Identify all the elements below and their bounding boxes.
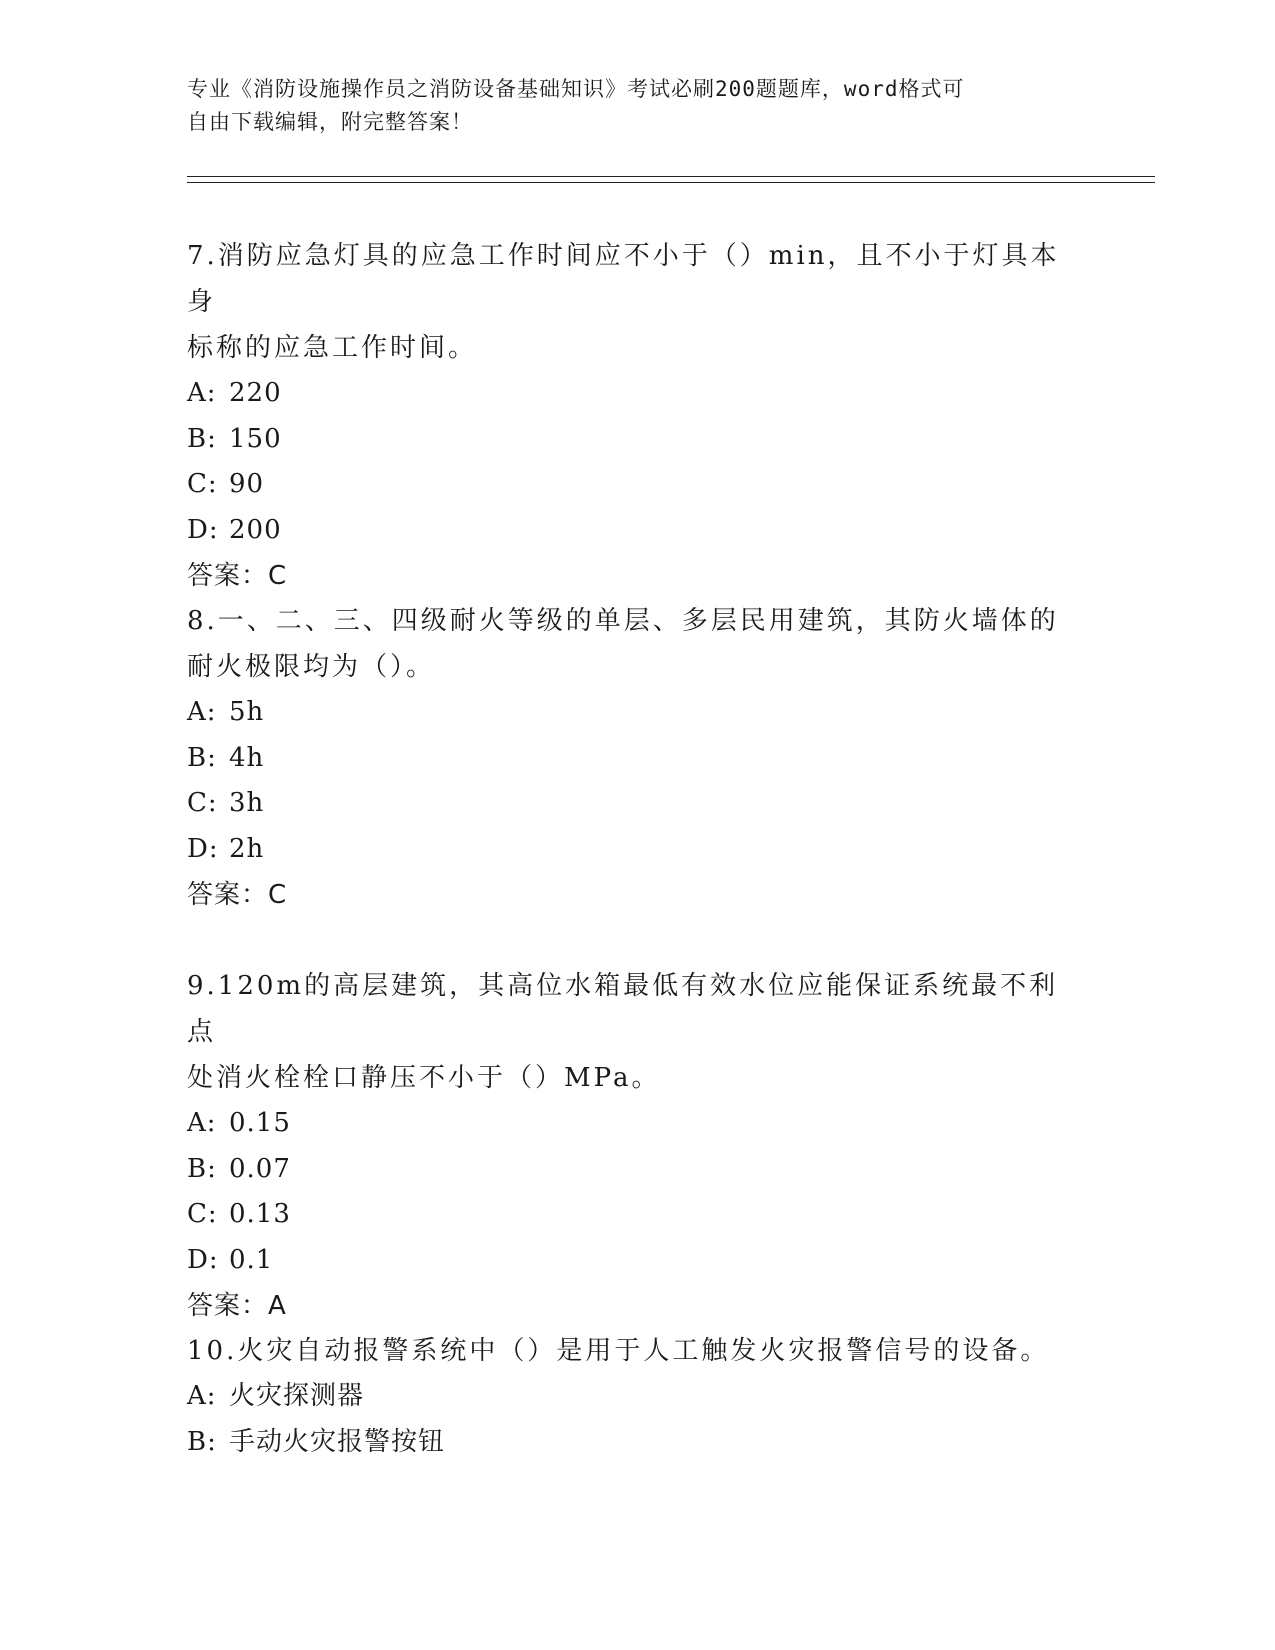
option-b (187, 1147, 1087, 1193)
header-line-2: 自由下载编辑，附完整答案！ (187, 110, 473, 134)
option-b (187, 1420, 1087, 1466)
question-8 (187, 598, 1087, 918)
option-c (187, 462, 1087, 508)
option-text: 0.13 (229, 1199, 291, 1229)
option-a (187, 1374, 1087, 1420)
option-a (187, 371, 1087, 417)
question-10 (187, 1328, 1087, 1465)
option-c (187, 781, 1087, 827)
option-text: 90 (229, 469, 265, 499)
question-stem-line: 8.一、二、三、四级耐火等级的单层、多层民用建筑，其防火墙体的 (187, 606, 1059, 636)
option-d (187, 827, 1087, 873)
option-letter: B: (187, 1426, 217, 1457)
option-text: 2h (229, 833, 265, 864)
option-letter: A: (187, 1381, 217, 1411)
option-letter: B: (187, 742, 217, 773)
option-text: 3h (229, 788, 265, 818)
option-text: 5h (229, 697, 265, 727)
option-letter: C: (187, 1199, 218, 1229)
option-letter: A: (187, 378, 217, 408)
option-text: 220 (229, 378, 282, 408)
option-letter: D: (187, 833, 219, 864)
option-a (187, 1101, 1087, 1147)
header-divider-bottom (187, 182, 1155, 183)
question-stem-line: 10.火灾自动报警系统中（）是用于人工触发火灾报警信号的设备。 (187, 1336, 1050, 1366)
document-header (187, 73, 1087, 139)
question-9 (187, 963, 1087, 1329)
header-line-1: 专业《消防设施操作员之消防设备基础知识》考试必刷200题题库，word格式可 (187, 77, 965, 101)
question-stem-line: 标称的应急工作时间。 (187, 333, 478, 363)
option-letter: D: (187, 514, 219, 545)
option-letter: D: (187, 1244, 219, 1275)
option-text: 手动火灾报警按钮 (229, 1426, 446, 1457)
option-a (187, 690, 1087, 736)
option-text: 200 (229, 514, 282, 545)
option-d (187, 1238, 1087, 1284)
option-d (187, 508, 1087, 554)
answer-line: 答案：A (187, 1291, 287, 1321)
option-text: 火灾探测器 (229, 1381, 365, 1411)
option-letter: B: (187, 1153, 217, 1184)
question-stem-line: 7.消防应急灯具的应急工作时间应不小于（）min，且不小于灯具本身 (187, 241, 1060, 317)
header-divider-top (187, 176, 1155, 177)
option-text: 0.1 (229, 1244, 274, 1275)
option-text: 0.15 (229, 1108, 291, 1138)
option-letter: A: (187, 697, 217, 727)
answer-line: 答案：C (187, 561, 288, 591)
option-text: 0.07 (229, 1153, 291, 1184)
option-text: 4h (229, 742, 265, 773)
option-letter: A: (187, 1108, 217, 1138)
answer-line: 答案：C (187, 880, 288, 910)
question-7 (187, 233, 1087, 599)
option-b (187, 736, 1087, 782)
option-letter: C: (187, 469, 218, 499)
option-letter: C: (187, 788, 218, 818)
question-stem-line: 9.120m的高层建筑，其高位水箱最低有效水位应能保证系统最不利点 (187, 971, 1059, 1047)
option-text: 150 (229, 423, 282, 454)
option-c (187, 1192, 1087, 1238)
question-stem-line: 耐火极限均为（）。 (187, 652, 436, 682)
question-stem-line: 处消火栓栓口静压不小于（）MPa。 (187, 1063, 661, 1093)
option-letter: B: (187, 423, 217, 454)
option-b (187, 417, 1087, 463)
